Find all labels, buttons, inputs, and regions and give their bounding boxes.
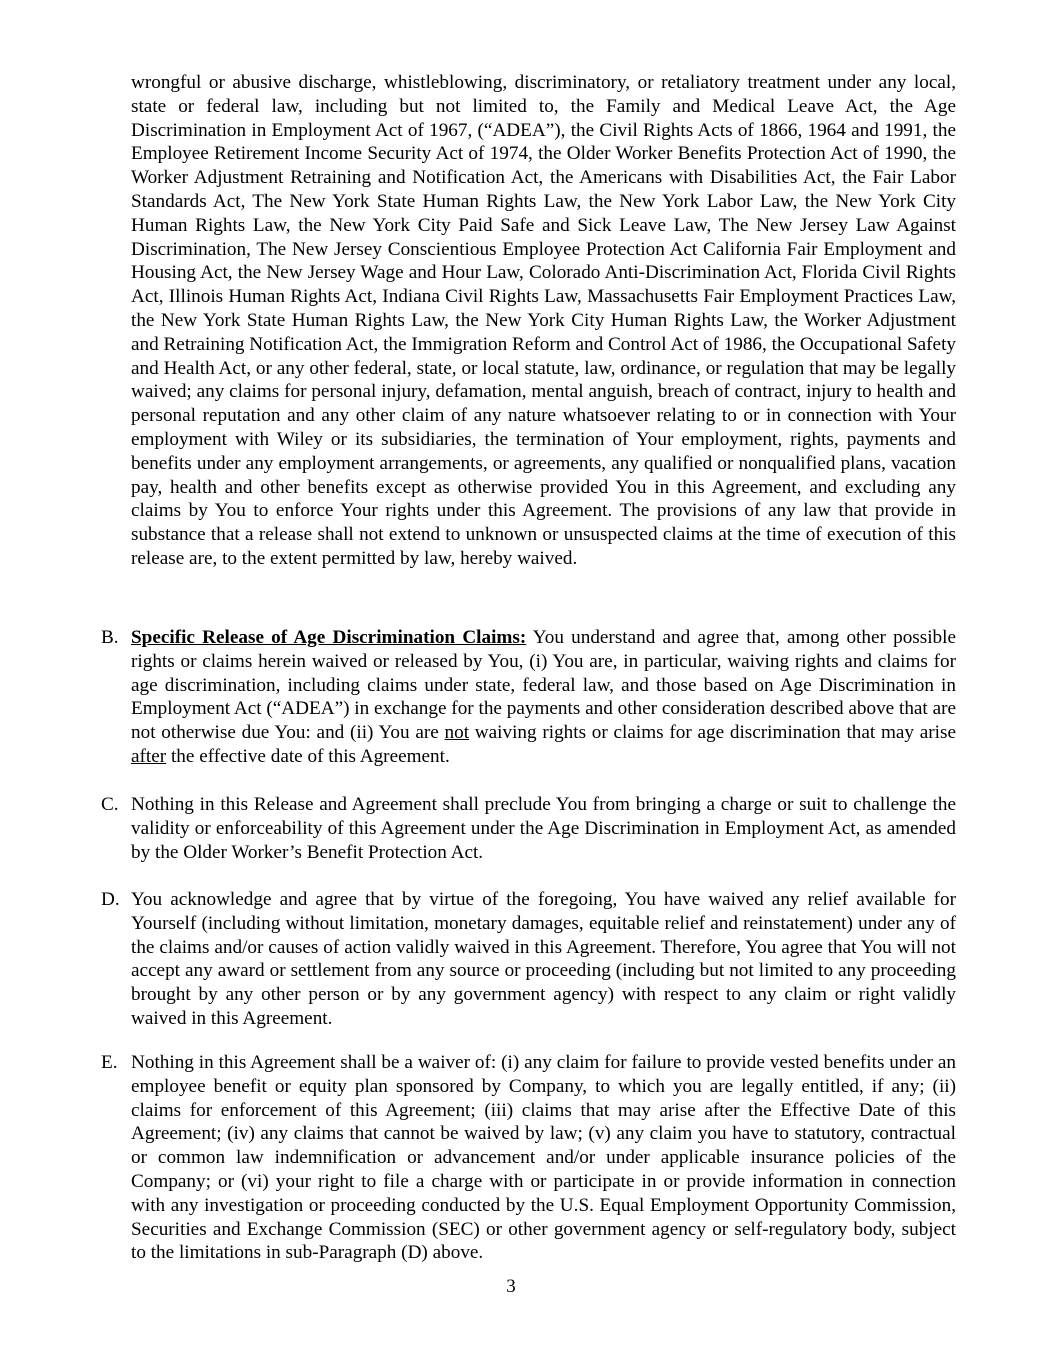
item-b-heading: Specific Release of Age Discrimination Claims: — [131, 627, 527, 648]
item-letter-d: D. — [101, 889, 120, 910]
lead-paragraph: wrongful or abusive discharge, whistleblowing, discriminatory, or retaliatory treatment under any local, state or federal law, including but not limited to, the Family and Medical Leave Act, the Age Discrimination in Employment Act of 1967, (“ADEA”), the Civil Rights Acts of 1866, 1964 and 1991, the Employee Retirement Income Security Act of 1974, the Older Worker Benefits Protection Act of 1990, the Worker Adjustment Retraining and Notification Act, the Americans with Disabilities Act, the Fair Labor Standards Act, The New York State Human Rights Law, the New York Labor Law, the New York City Human Rights Law, the New York City Paid Safe and Sick Leave Law, The New Jersey Law Against Discrimination, The New Jersey Conscientious Employee Protection Act California Fair Employment and Housing Act, the New Jersey Wage and Hour Law, Colorado Anti-Discrimination Act, Florida Civil Rights Act, Illinois Human Rights Act, Indiana Civil Rights Law, Massachusetts Fair Employment Practices Law, the New York State Human Rights Law, the New York City Human Rights Law, the Worker Adjustment and Retraining Notification Act, the Immigration Reform and Control Act of 1986, the Occupational Safety and Health Act, or any other federal, state, or local statute, law, ordinance, or regulation that may be legally waived; any claims for personal injury, defamation, mental anguish, breach of contract, injury to health and personal reputation and any other claim of any nature whatsoever relating to or in connection with Your employment with Wiley or its subsidiaries, the termination of Your employment, rights, payments and benefits under any employment arrangements, or agreements, any qualified or nonqualified plans, vacation pay, health and other benefits except as otherwise provided You in this Agreement, and excluding any claims by You to enforce Your rights under this Agreement. The provisions of any law that provide in substance that a release shall not extend to unknown or unsuspected claims at the time of execution of this release are, to the extent permitted by law, hereby waived. — [131, 72, 956, 569]
item-b-paragraph — [131, 626, 956, 769]
page-number: 3 — [506, 1276, 516, 1297]
item-b-emphasis-after: after — [131, 745, 167, 767]
item-letter-e: E. — [101, 1052, 118, 1073]
item-b-text-3: the effective date of this Agreement. — [166, 745, 450, 767]
item-letter-c: C. — [101, 794, 119, 815]
item-b-emphasis-not: not — [444, 722, 470, 744]
item-b-text-2: waiving rights or claims for age discrimination that may arise — [469, 722, 956, 744]
item-d-paragraph: You acknowledge and agree that by virtue of the foregoing, You have waived any relief available for Yourself (including without limitation, monetary damages, equitable relief and reinstatement) under any of the claims and/or causes of action validly waived in this Agreement. Therefore, You agree that You will not accept any award or settlement from any source or proceeding (including but not limited to any proceeding brought by any other person or by any government agency) with respect to any claim or right validly waived in this Agreement. — [131, 889, 956, 1029]
item-c-paragraph: Nothing in this Release and Agreement shall preclude You from bringing a charge or suit to challenge the validity or enforceability of this Agreement under the Age Discrimination in Employment Act, as amended by the Older Worker’s Benefit Protection Act. — [131, 794, 956, 863]
item-b-text-1: You understand and agree that, among other possible rights or claims herein waived or released by You, (i) You are, in particular, waiving rights and claims for age discrimination, including claims under state, federal law, and those based on Age Discrimination in Employment Act (“ADEA”) in exchange for the payments and other consideration described above that are not otherwise due You: and (ii) You are — [131, 627, 956, 744]
item-letter-b: B. — [101, 627, 119, 648]
item-e-paragraph: Nothing in this Agreement shall be a waiver of: (i) any claim for failure to provide vested benefits under an employee benefit or equity plan sponsored by Company, to which you are legally entitled, if any; (ii) claims for enforcement of this Agreement; (iii) claims that may arise after the Effective Date of this Agreement; (iv) any claims that cannot be waived by law; (v) any claim you have to statutory, contractual or common law indemnification or advancement and/or under applicable insurance policies of the Company; or (vi) your right to file a charge with or participate in or provide information in connection with any investigation or proceeding conducted by the U.S. Equal Employment Opportunity Commission, Securities and Exchange Commission (SEC) or other government agency or self-regulatory body, subject to the limitations in sub-Paragraph (D) above. — [131, 1052, 956, 1264]
